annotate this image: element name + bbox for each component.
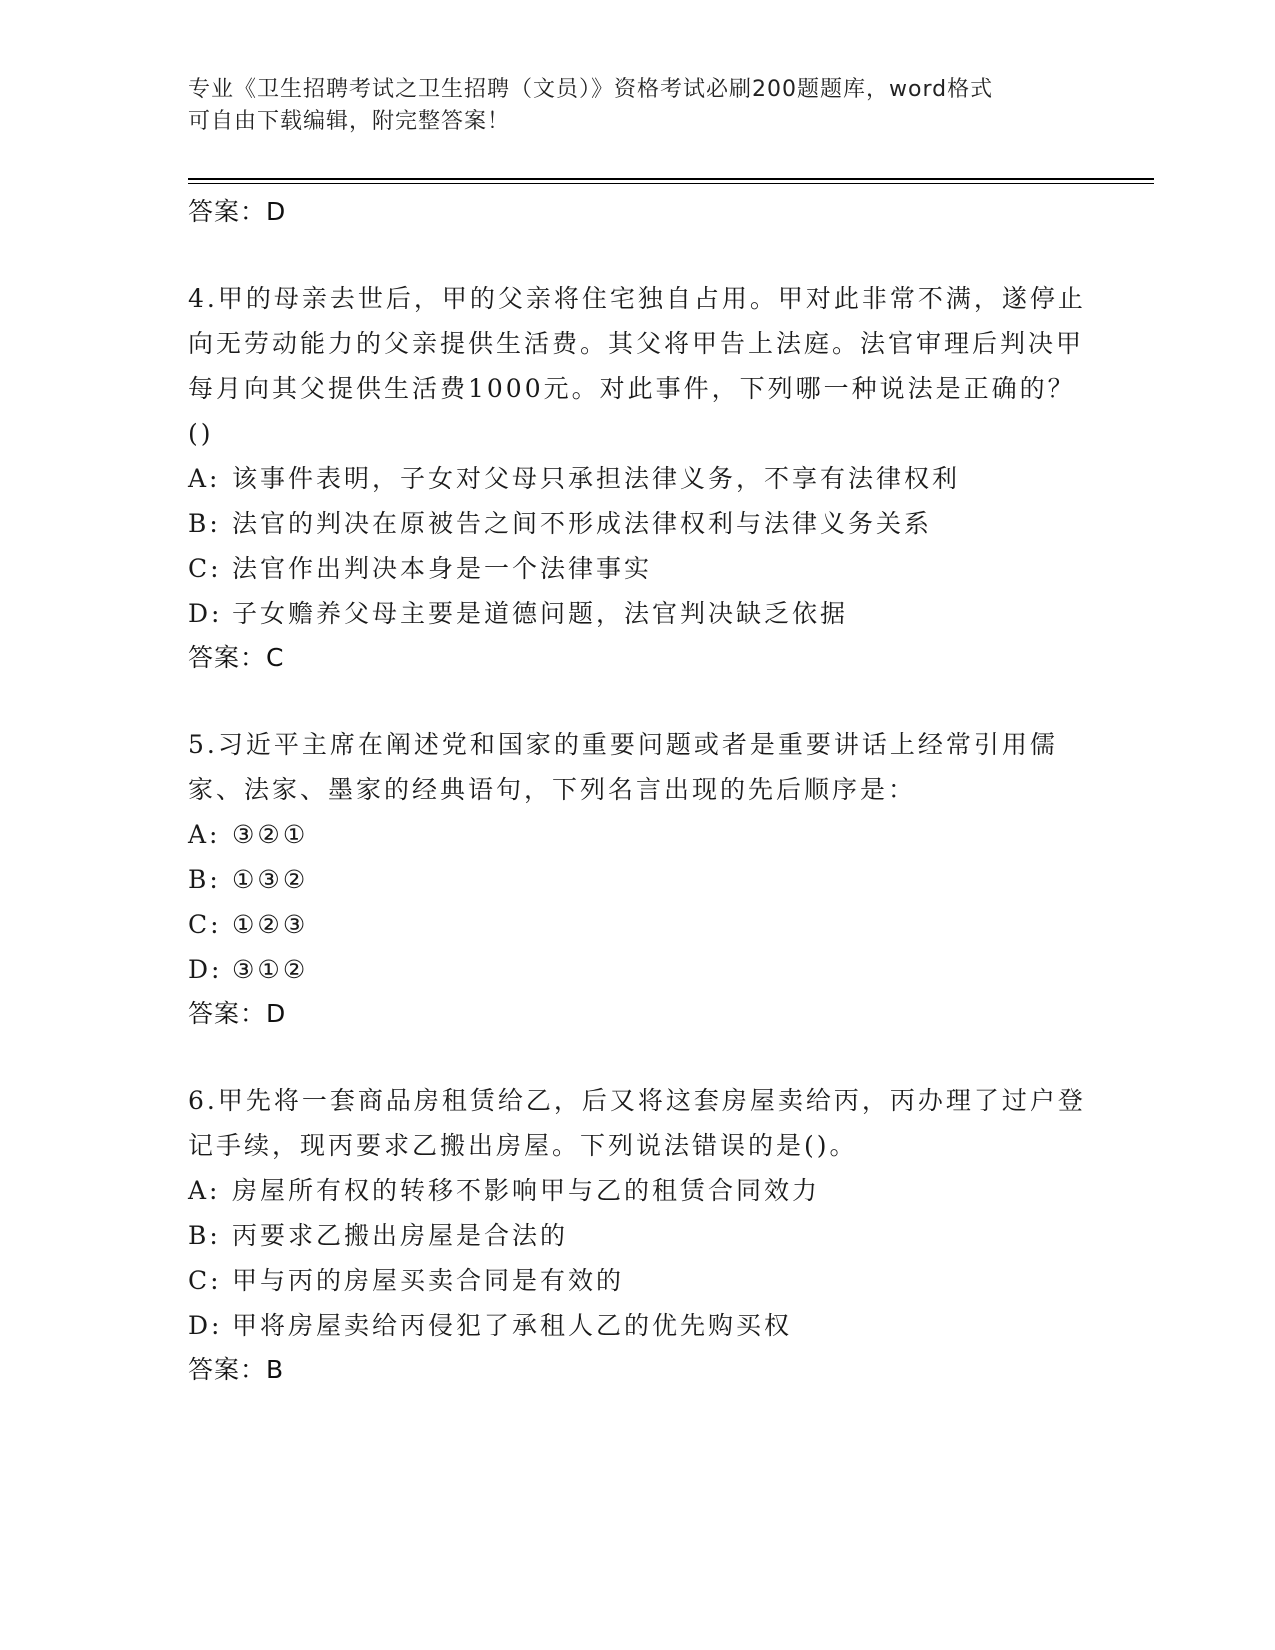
option-label: C: — [188, 554, 222, 583]
option-label: B: — [188, 865, 221, 894]
question-answer: 答案：D — [188, 999, 287, 1028]
option-text: 法官作出判决本身是一个法律事实 — [232, 554, 653, 583]
option-a — [188, 1168, 1088, 1213]
option-label: D: — [188, 1311, 223, 1340]
option-d — [188, 947, 1088, 992]
option-c — [188, 1258, 1088, 1303]
question-5 — [188, 722, 1088, 1036]
header-title-line-1: 专业《卫生招聘考试之卫生招聘（文员）》资格考试必刷200题题库，word格式 — [188, 77, 994, 102]
option-text: 丙要求乙搬出房屋是合法的 — [232, 1221, 569, 1250]
option-text: 甲与丙的房屋买卖合同是有效的 — [232, 1266, 625, 1295]
option-c — [188, 546, 1088, 591]
option-label: C: — [188, 1266, 222, 1295]
option-c — [188, 902, 1088, 947]
option-text: ①③② — [232, 865, 309, 894]
question-6 — [188, 1078, 1088, 1392]
option-label: D: — [188, 955, 223, 984]
option-d — [188, 1303, 1088, 1348]
option-d — [188, 591, 1088, 636]
option-text: 房屋所有权的转移不影响甲与乙的租赁合同效力 — [232, 1176, 821, 1205]
header-divider-thick — [188, 178, 1154, 180]
option-label: B: — [188, 1221, 221, 1250]
option-text: ①②③ — [232, 910, 309, 939]
option-label: B: — [188, 509, 221, 538]
question-text: 6.甲先将一套商品房租赁给乙，后又将这套房屋卖给丙，丙办理了过户登记手续，现丙要求乙搬出房屋。下列说法错误的是()。 — [188, 1086, 1086, 1160]
question-4 — [188, 276, 1088, 680]
option-label: C: — [188, 910, 222, 939]
option-text: 子女赡养父母主要是道德问题，法官判决缺乏依据 — [232, 599, 849, 628]
question-text: 4.甲的母亲去世后，甲的父亲将住宅独自占用。甲对此非常不满，遂停止向无劳动能力的父亲提供生活费。其父将甲告上法庭。法官审理后判决甲每月向其父提供生活费1000元。对此事件，下列哪一种说法是正确的？() — [188, 284, 1086, 448]
question-answer: 答案：B — [188, 1355, 285, 1384]
option-a — [188, 456, 1088, 501]
option-label: A: — [188, 820, 221, 849]
option-b — [188, 1213, 1088, 1258]
option-label: A: — [188, 1176, 221, 1205]
question-answer: 答案：C — [188, 643, 285, 672]
option-b — [188, 501, 1088, 546]
option-text: 该事件表明，子女对父母只承担法律义务，不享有法律权利 — [232, 464, 961, 493]
document-header — [188, 74, 1088, 138]
option-text: 甲将房屋卖给丙侵犯了承租人乙的优先购买权 — [232, 1311, 793, 1340]
option-b — [188, 857, 1088, 902]
option-label: A: — [188, 464, 221, 493]
option-text: 法官的判决在原被告之间不形成法律权利与法律义务关系 — [232, 509, 933, 538]
answer-prev-question: 答案：D — [188, 197, 287, 226]
option-a — [188, 812, 1088, 857]
option-label: D: — [188, 599, 223, 628]
header-title-line-2: 可自由下载编辑，附完整答案！ — [188, 109, 511, 134]
option-text: ③①② — [232, 955, 309, 984]
question-text: 5.习近平主席在阐述党和国家的重要问题或者是重要讲话上经常引用儒家、法家、墨家的经典语句，下列名言出现的先后顺序是： — [188, 730, 1058, 804]
option-text: ③②① — [232, 820, 309, 849]
header-divider-thin — [188, 183, 1154, 184]
document-body — [188, 190, 1088, 1392]
